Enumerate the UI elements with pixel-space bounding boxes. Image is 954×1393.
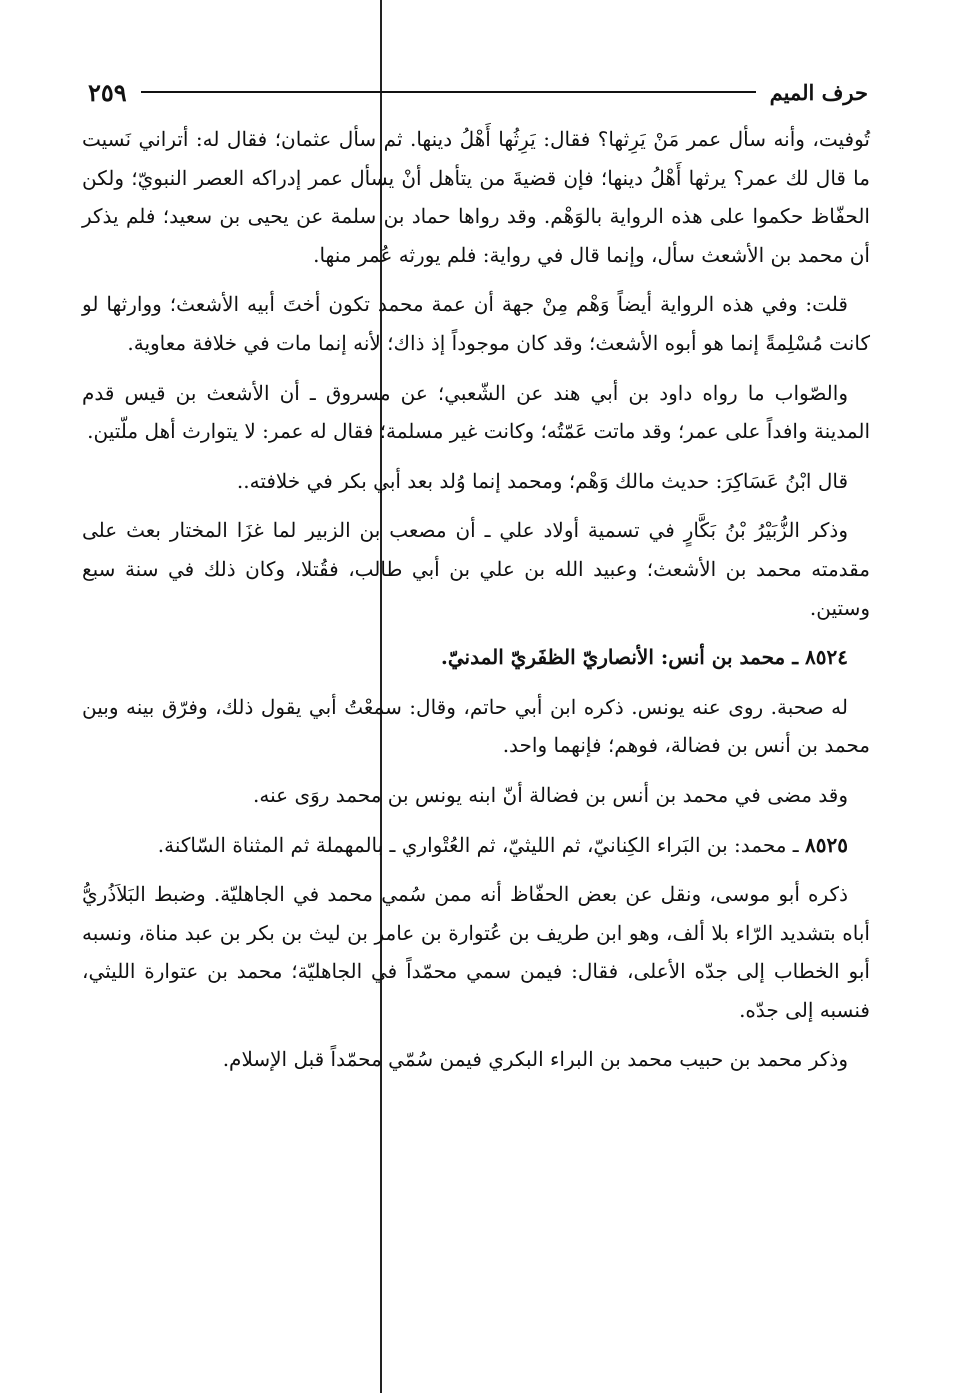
paragraph: له صحبة. روى عنه يونس. ذكره ابن أبي حاتم، وقال: سمعْتُ أبي يقول ذلك، وفرّق بينه وبين محمد بن أنس بن فضالة، فوهم؛ فإنهما واحد. — [82, 694, 870, 758]
entry-heading — [82, 826, 870, 865]
running-header — [88, 72, 868, 112]
paragraph: ذكره أبو موسى، ونقل عن بعض الحفّاظ أنه ممن سُمي محمد في الجاهليّة. وضبط البَلاَذُريُّ أباه بتشديد الرّاء بلا ألف، وهو ابن طريف بن عُتوارة بن عامر بن ليث بن بكر بن عبد مناة، ونسبه أبو الخطاب إلى جدّه الأعلى، فقال: فيمن سمي محمّداً في الجاهليّة؛ محمد بن عتوارة الليثي، فنسبه إلى جدّه. — [82, 882, 870, 1022]
paragraph: قال ابْنُ عَسَاكِرَ: حديث مالك وَهْم؛ ومحمد إنما وُلد بعد أبي بكر في خلافته.. — [236, 468, 848, 493]
entry-title: ـ محمد: بن البَراء الكِنانيّ، ثم الليثيّ، ثم العُتْواري ـ بالمهملة ثم المثناة السّاكنة. — [157, 832, 806, 857]
paragraph: تُوفيت، وأنه سأل عمر مَنْ يَرِثها؟ فقال: يَرِثُها أَهْلُ دينها. ثم سأل عثمان؛ فقال له: أتراني نَسيت ما قال لك عمر؟ يرثها أَهْلُ دينها؛ فإن قضيةَ من يتأهل أنْ يسأل عمر إدراكه العصر النبويّ؛ ولكن الحفّاظ حكموا على هذه الرواية بالوَهْم. وقد رواها حماد بن سلمة عن يحيى بن سعيد؛ فلم يذكر أن محمد بن الأشعث سأل، وإنما قال في رواية: فلم يورثه عُمر منها. — [82, 127, 870, 267]
paragraph: وذكر محمد بن حبيب محمد بن البراء البكري فيمن سُمّي محمّداً قبل الإسلام. — [222, 1047, 848, 1072]
paragraph: وذكر الزُّبَيْرُ بْنُ بَكَّارٍ في تسمية أولاد علي ـ أن مصعب بن الزبير لما غزَا المختار بعث على مقدمته محمد بن الأشعث؛ وعبيد الله بن علي بن أبي طالب، فقُتلا، وكان ذلك في سنة سبع وستين. — [82, 518, 870, 620]
paragraph: قلت: وفي هذه الرواية أيضاً وَهْم مِنْ جهة أن عمة محمد تكون أختَ أبيه الأشعث؛ ووارثها لو كانت مُسْلِمةً إنما هو أبوه الأشعث؛ وقد كان موجوداً إذ ذاك؛ لأنه إنما مات في خلافة معاوية. — [82, 292, 870, 355]
entry-number: ٨٥٢٤ — [805, 645, 848, 670]
entry-title: ـ محمد بن أنس: الأنصاريّ الظفَريّ المدنيّ. — [440, 645, 806, 670]
page-number: ٢٥٩ — [88, 77, 127, 107]
running-title: حرف الميم — [769, 79, 868, 105]
header-rule — [141, 91, 756, 93]
body-text — [82, 120, 870, 1090]
entry-heading — [82, 638, 870, 677]
entry-number: ٨٥٢٥ — [805, 832, 848, 857]
paragraph: وقد مضى في محمد بن أنس بن فضالة أنّ ابنه يونس بن محمد روَى عنه. — [253, 782, 848, 807]
paragraph: والصّواب ما رواه داود بن أبي هند عن الشّعبي؛ عن مسروق ـ أن الأشعث بن قيس قدم المدينة وافداً على عمر؛ وقد ماتت عَمّتُه؛ وكانت غير مسلمة؛ فقال له عمر: لا يتوارث أهل ملّتين. — [82, 380, 870, 444]
